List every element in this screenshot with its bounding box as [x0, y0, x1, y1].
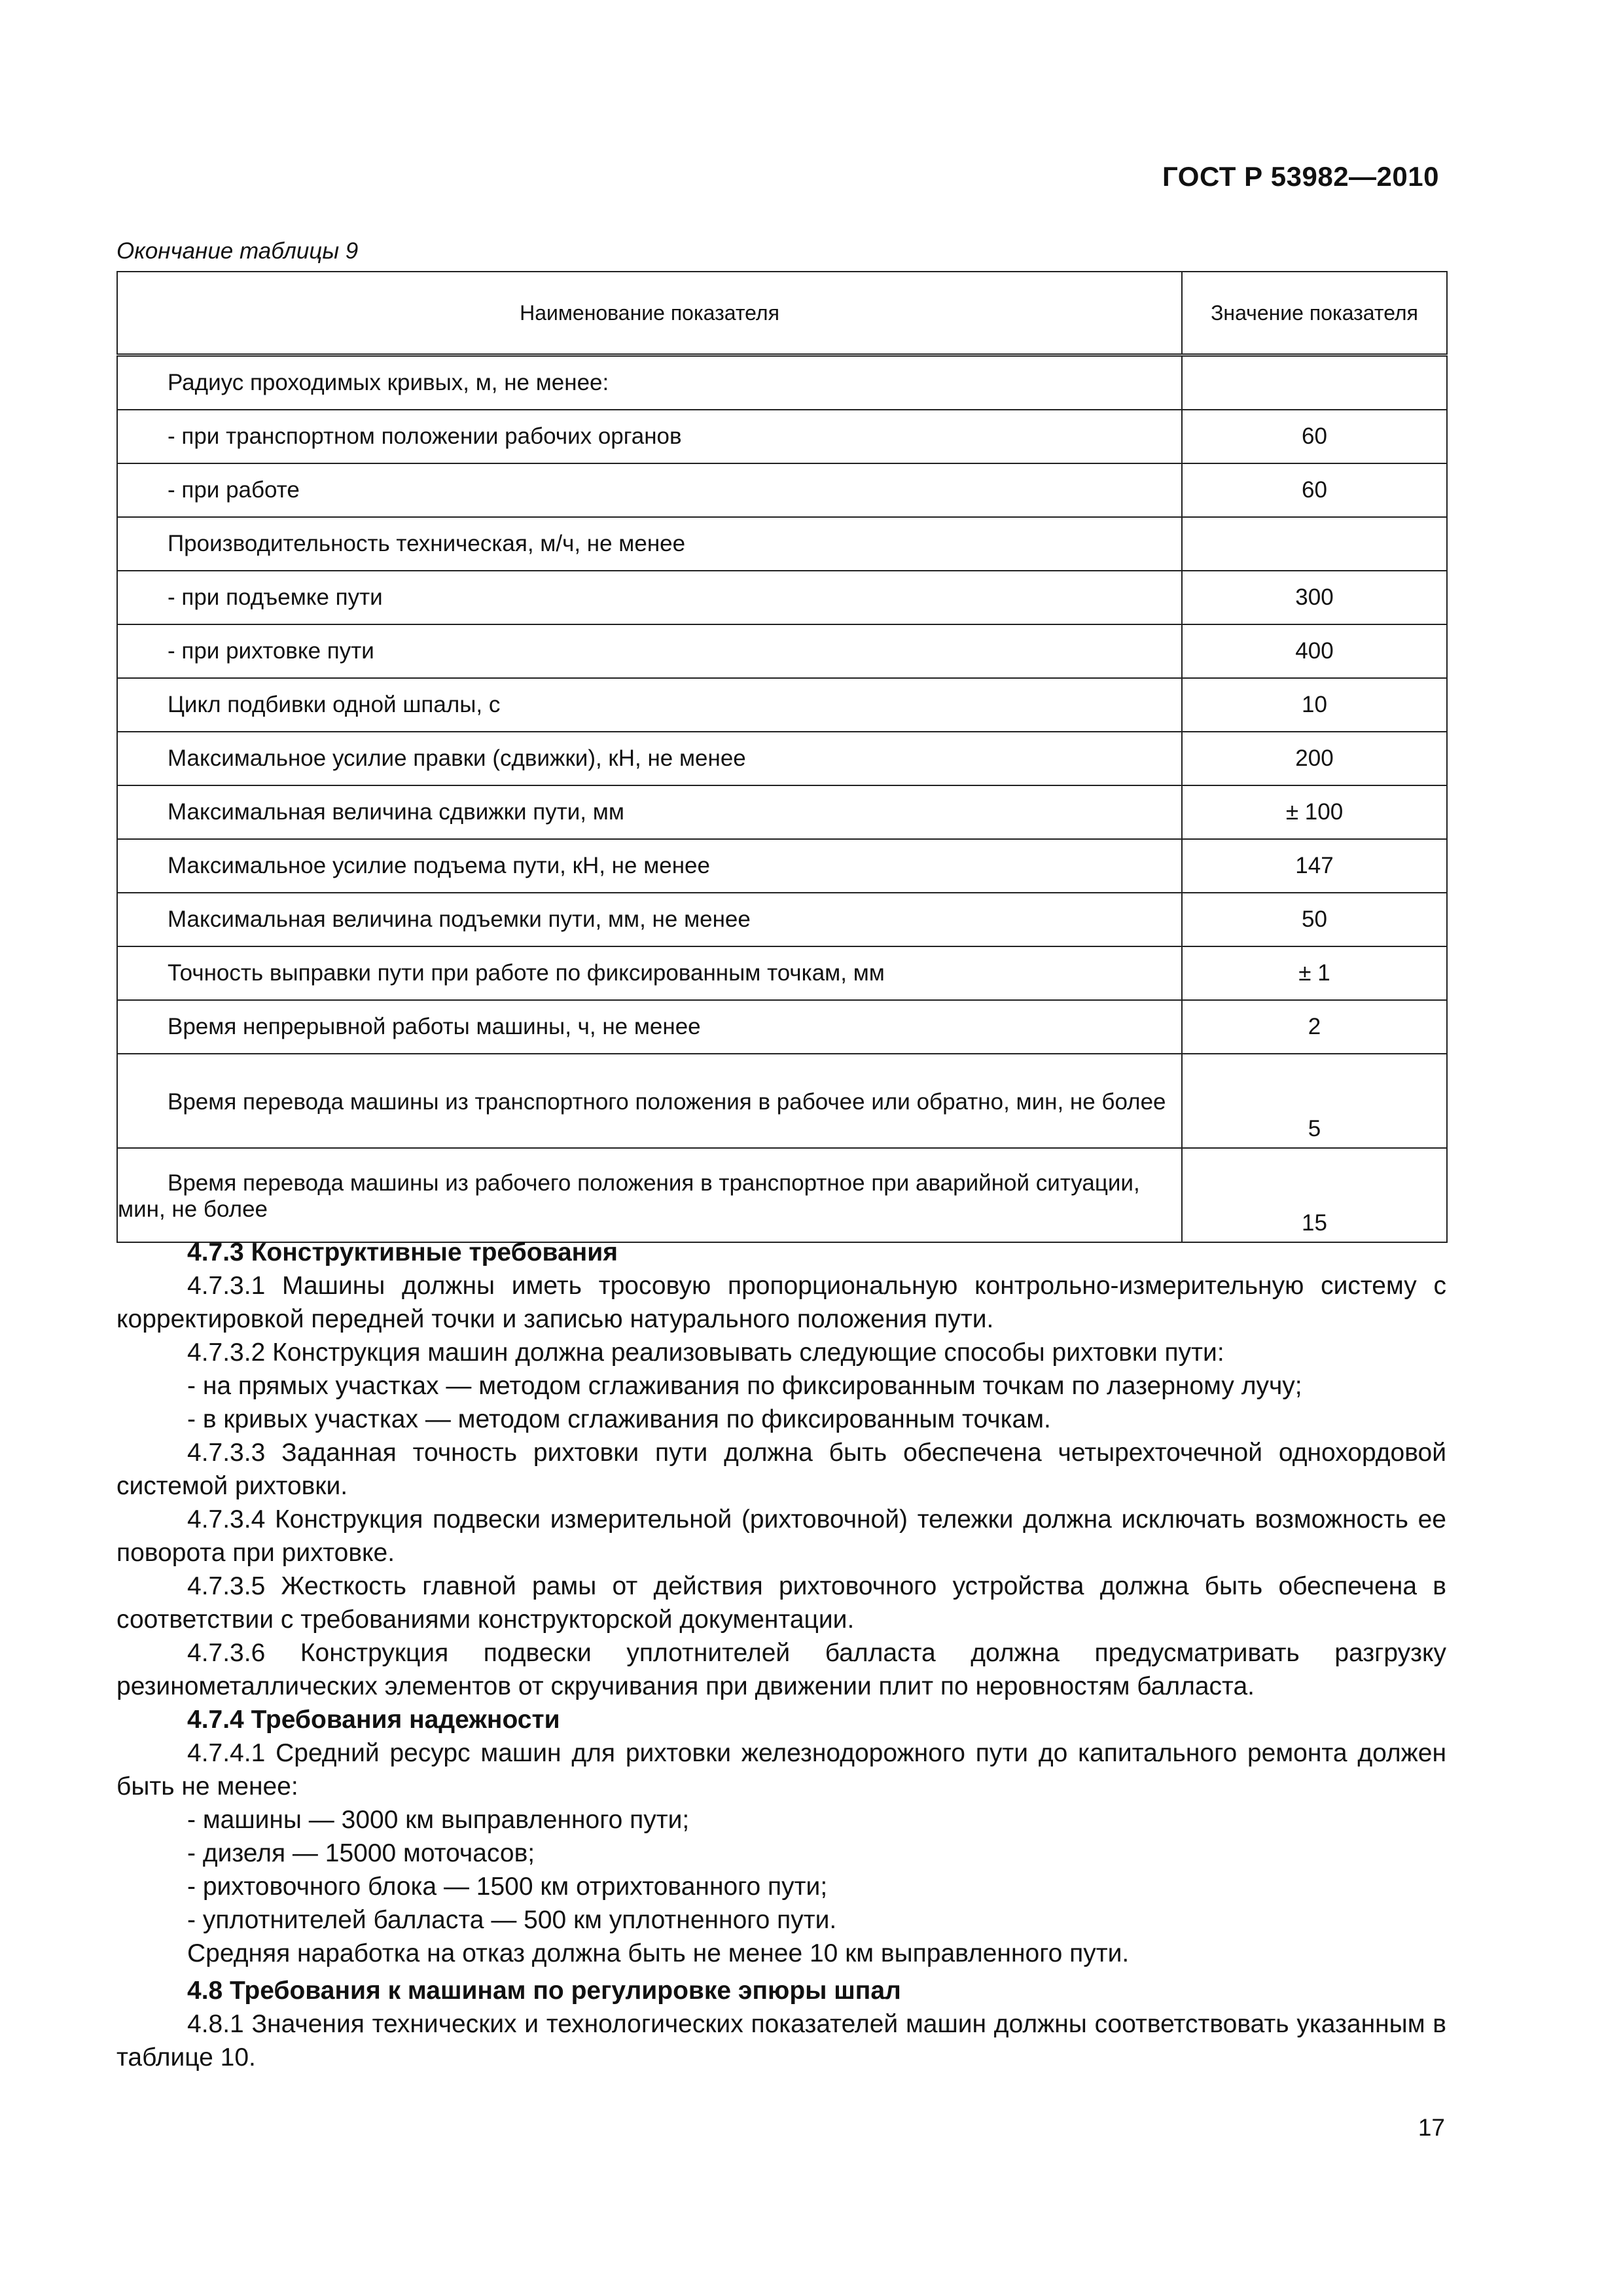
row-value: 200: [1182, 732, 1447, 785]
row-value: ± 1: [1182, 946, 1447, 1000]
table-header-row: [117, 272, 1447, 355]
paragraph-4-7-4-1: 4.7.4.1 Средний ресурс машин для рихтовки железнодорожного пути до капитального ремонта должен быть не менее:: [116, 1739, 1446, 1801]
row-value: 2: [1182, 1000, 1447, 1054]
row-value: ± 100: [1182, 785, 1447, 839]
row-name: Цикл подбивки одной шпалы, с: [117, 678, 1182, 732]
row-name: - при подъемке пути: [117, 571, 1182, 624]
document-code: ГОСТ Р 53982—2010: [1162, 161, 1439, 192]
paragraph-4-8-1: 4.8.1 Значения технических и технологических показателей машин должны соответствовать указанным в таблице 10.: [116, 2010, 1446, 2072]
paragraph-4-7-3-1: 4.7.3.1 Машины должны иметь тросовую пропорциональную контрольно-измерительную систему с корректировкой передней точки и записью натурального положения пути.: [116, 1272, 1446, 1333]
table-row: [117, 732, 1447, 785]
paragraph-mtbf: Средняя наработка на отказ должна быть не менее 10 км выправленного пути.: [187, 1939, 1130, 1967]
list-item: - машины — 3000 км выправленного пути;: [187, 1806, 690, 1834]
row-name: Время перевода машины из транспортного положения в рабочее или обратно, мин, не более: [117, 1054, 1182, 1148]
row-name: Время перевода машины из рабочего положения в транспортное при аварийной ситуации, мин, не более: [117, 1148, 1182, 1242]
row-name: - при рихтовке пути: [117, 624, 1182, 678]
row-name: Точность выправки пути при работе по фиксированным точкам, мм: [117, 946, 1182, 1000]
paragraph-4-7-3-3: 4.7.3.3 Заданная точность рихтовки пути должна быть обеспечена четырехточечной однохордовой системой рихтовки.: [116, 1439, 1446, 1500]
table-row: [117, 678, 1447, 732]
section-heading-4-7-4: 4.7.4 Требования надежности: [187, 1706, 560, 1734]
row-name: - при работе: [117, 463, 1182, 517]
row-name: Максимальная величина подъемки пути, мм, не менее: [117, 893, 1182, 946]
table-row: [117, 410, 1447, 463]
column-header-value: Значение показателя: [1182, 272, 1447, 355]
table-row: [117, 624, 1447, 678]
row-value: 50: [1182, 893, 1447, 946]
table-row: [117, 463, 1447, 517]
spec-table: [116, 271, 1448, 1243]
table-caption: Окончание таблицы 9: [116, 238, 359, 264]
list-item: - уплотнителей балласта — 500 км уплотненного пути.: [187, 1906, 837, 1934]
row-name: Максимальное усилие правки (сдвижки), кН, не менее: [117, 732, 1182, 785]
table-row: [117, 946, 1447, 1000]
table-row: [117, 1054, 1447, 1148]
page-number: 17: [1418, 2114, 1445, 2141]
row-value: [1182, 517, 1447, 571]
row-name: Время непрерывной работы машины, ч, не менее: [117, 1000, 1182, 1054]
list-item: - в кривых участках — методом сглаживания по фиксированным точкам.: [187, 1405, 1051, 1433]
row-value: 300: [1182, 571, 1447, 624]
row-value: 5: [1182, 1054, 1447, 1148]
table-row: [117, 839, 1447, 893]
table-row: [117, 571, 1447, 624]
row-value: 10: [1182, 678, 1447, 732]
paragraph-4-7-3-4: 4.7.3.4 Конструкция подвески измерительной (рихтовочной) тележки должна исключать возможность ее поворота при рихтовке.: [116, 1505, 1446, 1567]
row-name: Производительность техническая, м/ч, не менее: [117, 517, 1182, 571]
list-item: - рихтовочного блока — 1500 км отрихтованного пути;: [187, 1873, 828, 1901]
paragraph-4-7-3-6: 4.7.3.6 Конструкция подвески уплотнителей балласта должна предусматривать разгрузку резинометаллических элементов от скручивания при движении плит по неровностям балласта.: [116, 1639, 1446, 1700]
list-item: - на прямых участках — методом сглаживания по фиксированным точкам по лазерному лучу;: [187, 1372, 1302, 1400]
section-heading-4-7-3: 4.7.3 Конструктивные требования: [187, 1238, 618, 1266]
row-name: Радиус проходимых кривых, м, не менее:: [117, 355, 1182, 410]
table-row: [117, 785, 1447, 839]
row-value: 15: [1182, 1148, 1447, 1242]
row-value: [1182, 355, 1447, 410]
paragraph-4-7-3-5: 4.7.3.5 Жесткость главной рамы от действия рихтовочного устройства должна быть обеспечена в соответствии с требованиями конструкторской документации.: [116, 1572, 1446, 1634]
table-row: [117, 1148, 1447, 1242]
row-name: Максимальная величина сдвижки пути, мм: [117, 785, 1182, 839]
row-value: 60: [1182, 463, 1447, 517]
row-value: 400: [1182, 624, 1447, 678]
row-value: 147: [1182, 839, 1447, 893]
row-value: 60: [1182, 410, 1447, 463]
table-row: [117, 1000, 1447, 1054]
body-text: [116, 1236, 1446, 2074]
section-heading-4-8: 4.8 Требования к машинам по регулировке эпюры шпал: [187, 1977, 901, 2005]
column-header-name: Наименование показателя: [117, 272, 1182, 355]
paragraph-4-7-3-2: 4.7.3.2 Конструкция машин должна реализовывать следующие способы рихтовки пути:: [187, 1338, 1224, 1367]
table-row: [117, 893, 1447, 946]
table-row: [117, 355, 1447, 410]
list-item: - дизеля — 15000 моточасов;: [187, 1839, 535, 1867]
row-name: - при транспортном положении рабочих органов: [117, 410, 1182, 463]
row-name: Максимальное усилие подъема пути, кН, не менее: [117, 839, 1182, 893]
table-row: [117, 517, 1447, 571]
